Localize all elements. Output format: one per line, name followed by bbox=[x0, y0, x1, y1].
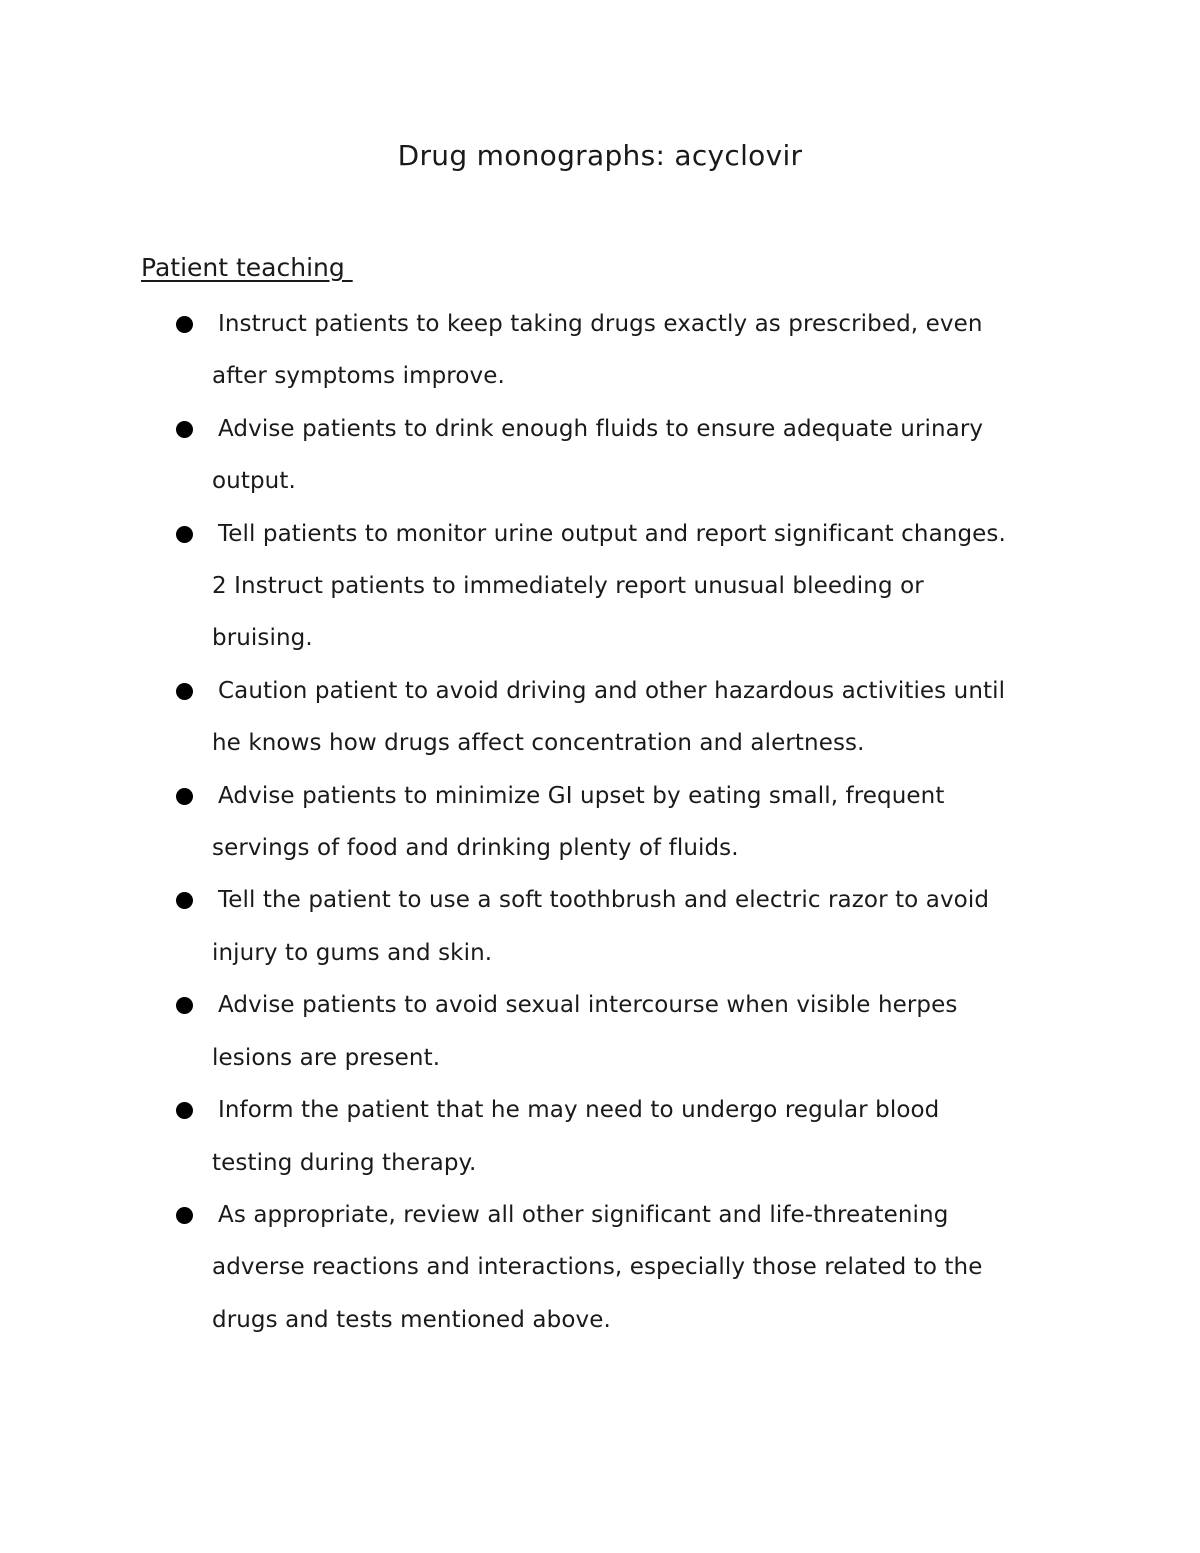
list-item-text bbox=[212, 979, 1080, 1084]
list-item-line: adverse reactions and interactions, especially those related to the bbox=[212, 1254, 983, 1281]
list-item-line: bruising. bbox=[212, 625, 313, 652]
list-item-text bbox=[212, 665, 1080, 770]
list-item-line: Tell patients to monitor urine output and report significant changes. bbox=[218, 520, 1006, 547]
document-title: Drug monographs: acyclovir bbox=[397, 139, 803, 172]
list-item-text bbox=[212, 1084, 1080, 1189]
patient-teaching-list bbox=[0, 298, 1200, 1346]
list-item-line: after symptoms improve. bbox=[212, 363, 505, 390]
list-item-line: Instruct patients to keep taking drugs exactly as prescribed, even bbox=[218, 311, 983, 337]
list-item-text bbox=[212, 508, 1080, 665]
bullet-icon bbox=[176, 1207, 193, 1224]
bullet-icon bbox=[176, 526, 193, 543]
list-item bbox=[0, 298, 1200, 403]
list-item-line: injury to gums and skin. bbox=[212, 939, 493, 966]
list-item-line: Caution patient to avoid driving and other hazardous activities until bbox=[218, 677, 1006, 704]
list-item bbox=[0, 403, 1200, 508]
list-item-line: Advise patients to avoid sexual intercourse when visible herpes bbox=[218, 992, 958, 1019]
list-item bbox=[0, 1189, 1200, 1346]
list-item-text bbox=[212, 298, 1080, 403]
list-item bbox=[0, 979, 1200, 1084]
list-item bbox=[0, 1084, 1200, 1189]
list-item-line: testing during therapy. bbox=[212, 1149, 477, 1176]
bullet-icon bbox=[176, 892, 193, 909]
bullet-icon bbox=[176, 683, 193, 700]
list-item bbox=[0, 874, 1200, 979]
list-item-text bbox=[212, 874, 1080, 979]
list-item-text bbox=[212, 1189, 1080, 1346]
list-item-line: output. bbox=[212, 468, 296, 495]
list-item-text bbox=[212, 403, 1080, 508]
bullet-icon bbox=[176, 1102, 193, 1119]
bullet-icon bbox=[176, 421, 193, 438]
list-item-text bbox=[212, 770, 1080, 875]
list-item-line: 2 Instruct patients to immediately report unusual bleeding or bbox=[212, 573, 924, 600]
bullet-icon bbox=[176, 997, 193, 1014]
list-item-line: lesions are present. bbox=[212, 1044, 441, 1071]
list-item bbox=[0, 665, 1200, 770]
list-item-line: Inform the patient that he may need to undergo regular blood bbox=[218, 1097, 940, 1124]
list-item-line: As appropriate, review all other significant and life-threatening bbox=[218, 1201, 949, 1228]
list-item-line: Advise patients to drink enough fluids to ensure adequate urinary bbox=[218, 415, 984, 442]
section-heading-patient-teaching: Patient teaching bbox=[141, 253, 353, 282]
list-item bbox=[0, 508, 1200, 665]
list-item-line: servings of food and drinking plenty of fluids. bbox=[212, 835, 739, 862]
bullet-icon bbox=[176, 316, 193, 333]
list-item-line: Tell the patient to use a soft toothbrush and electric razor to avoid bbox=[218, 887, 990, 914]
list-item-line: he knows how drugs affect concentration and alertness. bbox=[212, 730, 865, 757]
list-item bbox=[0, 770, 1200, 875]
list-item-line: drugs and tests mentioned above. bbox=[212, 1306, 611, 1333]
list-item-line: Advise patients to minimize GI upset by eating small, frequent bbox=[218, 782, 945, 809]
bullet-icon bbox=[176, 788, 193, 805]
